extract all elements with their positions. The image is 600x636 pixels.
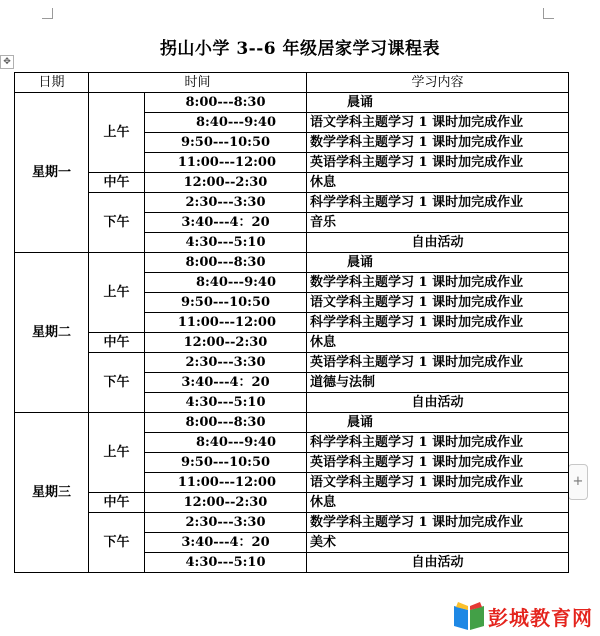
table-row	[15, 333, 569, 353]
time-cell: 8:00---8:30	[145, 93, 307, 113]
period-cell-morning: 上午	[89, 413, 145, 493]
time-cell: 8:40---9:40	[145, 273, 307, 293]
content-cell: 英语学科主题学习 1 课时加完成作业	[307, 453, 569, 473]
content-cell: 休息	[307, 333, 569, 353]
content-cell: 语文学科主题学习 1 课时加完成作业	[307, 473, 569, 493]
content-cell: 休息	[307, 493, 569, 513]
content-cell: 科学学科主题学习 1 课时加完成作业	[307, 433, 569, 453]
content-cell: 自由活动	[307, 233, 569, 253]
content-cell: 科学学科主题学习 1 课时加完成作业	[307, 313, 569, 333]
table-add-column-plus-icon[interactable]: +	[568, 464, 588, 500]
time-cell: 3:40---4：20	[145, 533, 307, 553]
period-cell-afternoon: 下午	[89, 513, 145, 573]
time-cell: 11:00---12:00	[145, 313, 307, 333]
time-cell: 9:50---10:50	[145, 293, 307, 313]
time-cell: 3:40---4：20	[145, 213, 307, 233]
header-time: 时间	[89, 73, 307, 93]
time-cell: 4:30---5:10	[145, 233, 307, 253]
period-cell-morning: 上午	[89, 93, 145, 173]
time-cell: 8:40---9:40	[145, 113, 307, 133]
time-cell: 12:00--2:30	[145, 493, 307, 513]
time-cell: 9:50---10:50	[145, 453, 307, 473]
content-cell: 晨诵	[307, 93, 569, 113]
time-cell: 11:00---12:00	[145, 153, 307, 173]
table-row	[15, 413, 569, 433]
time-cell: 2:30---3:30	[145, 513, 307, 533]
table-header-row	[15, 73, 569, 93]
time-cell: 2:30---3:30	[145, 353, 307, 373]
content-cell: 数学学科主题学习 1 课时加完成作业	[307, 133, 569, 153]
content-cell: 英语学科主题学习 1 课时加完成作业	[307, 353, 569, 373]
time-cell: 3:40---4：20	[145, 373, 307, 393]
content-cell: 自由活动	[307, 553, 569, 573]
book-logo-icon	[452, 600, 486, 632]
period-cell-morning: 上午	[89, 253, 145, 333]
time-cell: 4:30---5:10	[145, 553, 307, 573]
table-row	[15, 353, 569, 373]
day-cell: 星期一	[15, 93, 89, 253]
content-cell: 数学学科主题学习 1 课时加完成作业	[307, 513, 569, 533]
period-cell-noon: 中午	[89, 493, 145, 513]
table-row	[15, 513, 569, 533]
content-cell: 休息	[307, 173, 569, 193]
header-day: 日期	[15, 73, 89, 93]
day-cell: 星期三	[15, 413, 89, 573]
page-corner-mark-right	[543, 8, 554, 19]
period-cell-noon: 中午	[89, 173, 145, 193]
time-cell: 8:00---8:30	[145, 253, 307, 273]
content-cell: 晨诵	[307, 413, 569, 433]
table-move-handle-icon[interactable]: ✥	[0, 55, 14, 69]
content-cell: 语文学科主题学习 1 课时加完成作业	[307, 113, 569, 133]
table-row	[15, 93, 569, 113]
time-cell: 4:30---5:10	[145, 393, 307, 413]
content-cell: 数学学科主题学习 1 课时加完成作业	[307, 273, 569, 293]
time-cell: 12:00--2:30	[145, 333, 307, 353]
content-cell: 科学学科主题学习 1 课时加完成作业	[307, 193, 569, 213]
schedule-table	[14, 72, 569, 573]
period-cell-afternoon: 下午	[89, 193, 145, 253]
table-row	[15, 173, 569, 193]
time-cell: 8:00---8:30	[145, 413, 307, 433]
time-cell: 12:00--2:30	[145, 173, 307, 193]
content-cell: 晨诵	[307, 253, 569, 273]
time-cell: 11:00---12:00	[145, 473, 307, 493]
time-cell: 2:30---3:30	[145, 193, 307, 213]
table-row	[15, 253, 569, 273]
table-row	[15, 193, 569, 213]
period-cell-afternoon: 下午	[89, 353, 145, 413]
content-cell: 语文学科主题学习 1 课时加完成作业	[307, 293, 569, 313]
period-cell-noon: 中午	[89, 333, 145, 353]
content-cell: 道德与法制	[307, 373, 569, 393]
watermark-brand-text: 彭城教育网	[488, 606, 593, 630]
content-cell: 美术	[307, 533, 569, 553]
content-cell: 自由活动	[307, 393, 569, 413]
day-cell: 星期二	[15, 253, 89, 413]
content-cell: 音乐	[307, 213, 569, 233]
content-cell: 英语学科主题学习 1 课时加完成作业	[307, 153, 569, 173]
schedule-body	[15, 93, 569, 573]
time-cell: 8:40---9:40	[145, 433, 307, 453]
page-corner-mark-left	[42, 8, 53, 19]
table-row	[15, 493, 569, 513]
header-content: 学习内容	[307, 73, 569, 93]
document-title: 拐山小学 3--6 年级居家学习课程表	[159, 39, 441, 59]
watermark-logo	[452, 598, 600, 636]
time-cell: 9:50---10:50	[145, 133, 307, 153]
